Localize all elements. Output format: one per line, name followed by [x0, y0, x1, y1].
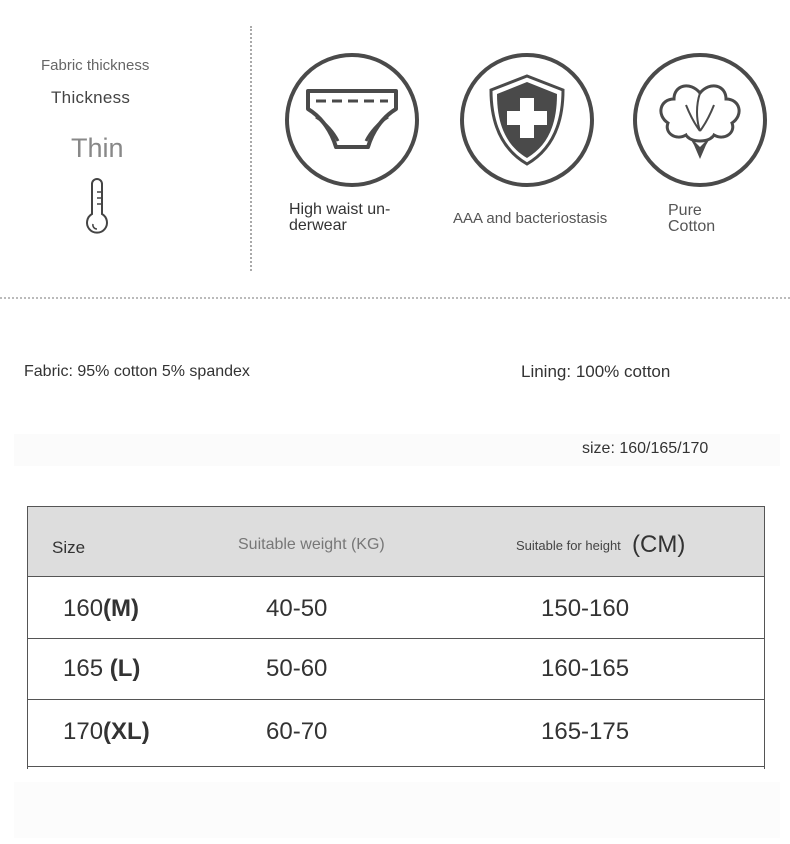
header-size: Size [52, 538, 86, 557]
size-cell: 160(M) [63, 595, 140, 622]
feature-caption-cotton: Pure Cotton [668, 202, 716, 235]
thickness-label: Thickness [51, 88, 131, 107]
fabric-composition: Fabric: 95% cotton 5% spandex [24, 363, 250, 380]
weight-cell: 40-50 [266, 595, 328, 622]
table-row [28, 700, 764, 767]
underwear-icon [285, 53, 419, 187]
vertical-divider [250, 26, 252, 271]
available-sizes: size: 160/165/170 [582, 440, 709, 457]
table-row [28, 639, 764, 700]
size-table [27, 506, 765, 769]
table-row [28, 577, 764, 639]
shield-cross-icon [460, 53, 594, 187]
lining-composition: Lining: 100% cotton [521, 362, 671, 381]
height-cell: 165-175 [541, 718, 630, 745]
table-header [28, 507, 764, 577]
thickness-value: Thin [71, 133, 124, 163]
horizontal-divider [0, 297, 790, 299]
height-cell: 150-160 [541, 595, 630, 622]
feature-caption-underwear: High waist un- derwear [289, 201, 391, 234]
cotton-icon [633, 53, 767, 187]
header-height-unit: (CM) [632, 531, 686, 558]
height-cell: 160-165 [541, 655, 630, 682]
weight-cell: 50-60 [266, 655, 328, 682]
feature-caption-bacteriostasis: AAA and bacteriostasis [453, 210, 608, 227]
bottom-band [14, 782, 780, 838]
size-cell: 165 (L) [63, 655, 141, 682]
fabric-thickness-title: Fabric thickness [41, 57, 150, 74]
thermometer-icon [82, 178, 112, 243]
header-weight: Suitable weight (KG) [238, 536, 385, 553]
header-height: Suitable for height [516, 538, 621, 553]
weight-cell: 60-70 [266, 718, 328, 745]
size-cell: 170(XL) [63, 718, 150, 745]
